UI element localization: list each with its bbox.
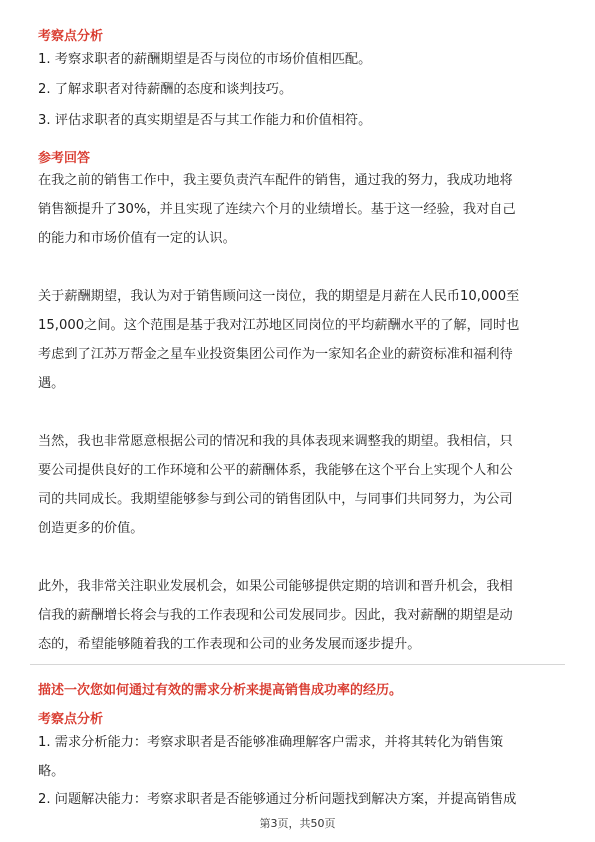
answer-p3-line2: 要公司提供良好的工作环境和公平的薪酬体系，我能够在这个平台上实现个人和公 [38, 463, 513, 478]
section-heading-answer: 参考回答 [38, 151, 91, 166]
answer-p1-line3: 的能力和市场价值有一定的认识。 [38, 231, 236, 246]
answer-p3-line4: 创造更多的价值。 [38, 521, 144, 536]
page-number: 第3页，共50页 [259, 817, 336, 830]
q2-analysis-line2: 略。 [38, 764, 65, 779]
answer-p2-line2: 15,000之间。这个范围是基于我对江苏地区同岗位的平均薪酬水平的了解，同时也 [38, 318, 520, 333]
answer-p2-line4: 遇。 [38, 376, 65, 391]
section-heading-analysis-2: 考察点分析 [38, 712, 104, 727]
q2-analysis-line1: 1. 需求分析能力：考察求职者是否能够准确理解客户需求，并将其转化为销售策 [38, 735, 504, 750]
answer-p1-line1: 在我之前的销售工作中，我主要负责汽车配件的销售，通过我的努力，我成功地将 [38, 173, 513, 188]
answer-p3-line3: 司的共同成长。我期望能够参与到公司的销售团队中，与同事们共同努力，为公司 [38, 492, 513, 507]
analysis-point-3: 3. 评估求职者的真实期望是否与其工作能力和价值相符。 [38, 113, 372, 128]
answer-p4-line3: 态的，希望能够随着我的工作表现和公司的业务发展而逐步提升。 [38, 637, 421, 652]
section-divider [30, 664, 565, 665]
answer-p2-line1: 关于薪酬期望，我认为对于销售顾问这一岗位，我的期望是月薪在人民币10,000至 [38, 289, 520, 304]
analysis-point-1: 1. 考察求职者的薪酬期望是否与岗位的市场价值相匹配。 [38, 52, 372, 67]
answer-p1-line2: 销售额提升了30%，并且实现了连续六个月的业绩增长。基于这一经验，我对自己 [38, 202, 516, 217]
answer-p4-line2: 信我的薪酬增长将会与我的工作表现和公司发展同步。因此，我对薪酬的期望是动 [38, 608, 513, 623]
section-heading-analysis: 考察点分析 [38, 29, 104, 44]
answer-p2-line3: 考虑到了江苏万帮金之星车业投资集团公司作为一家知名企业的薪资标准和福利待 [38, 347, 513, 362]
question-title: 描述一次您如何通过有效的需求分析来提高销售成功率的经历。 [38, 683, 403, 698]
answer-p4-line1: 此外，我非常关注职业发展机会，如果公司能够提供定期的培训和晋升机会，我相 [38, 579, 513, 594]
q2-analysis-line3: 2. 问题解决能力：考察求职者是否能够通过分析问题找到解决方案，并提高销售成 [38, 792, 517, 807]
analysis-point-2: 2. 了解求职者对待薪酬的态度和谈判技巧。 [38, 82, 293, 97]
answer-p3-line1: 当然，我也非常愿意根据公司的情况和我的具体表现来调整我的期望。我相信，只 [38, 434, 513, 449]
